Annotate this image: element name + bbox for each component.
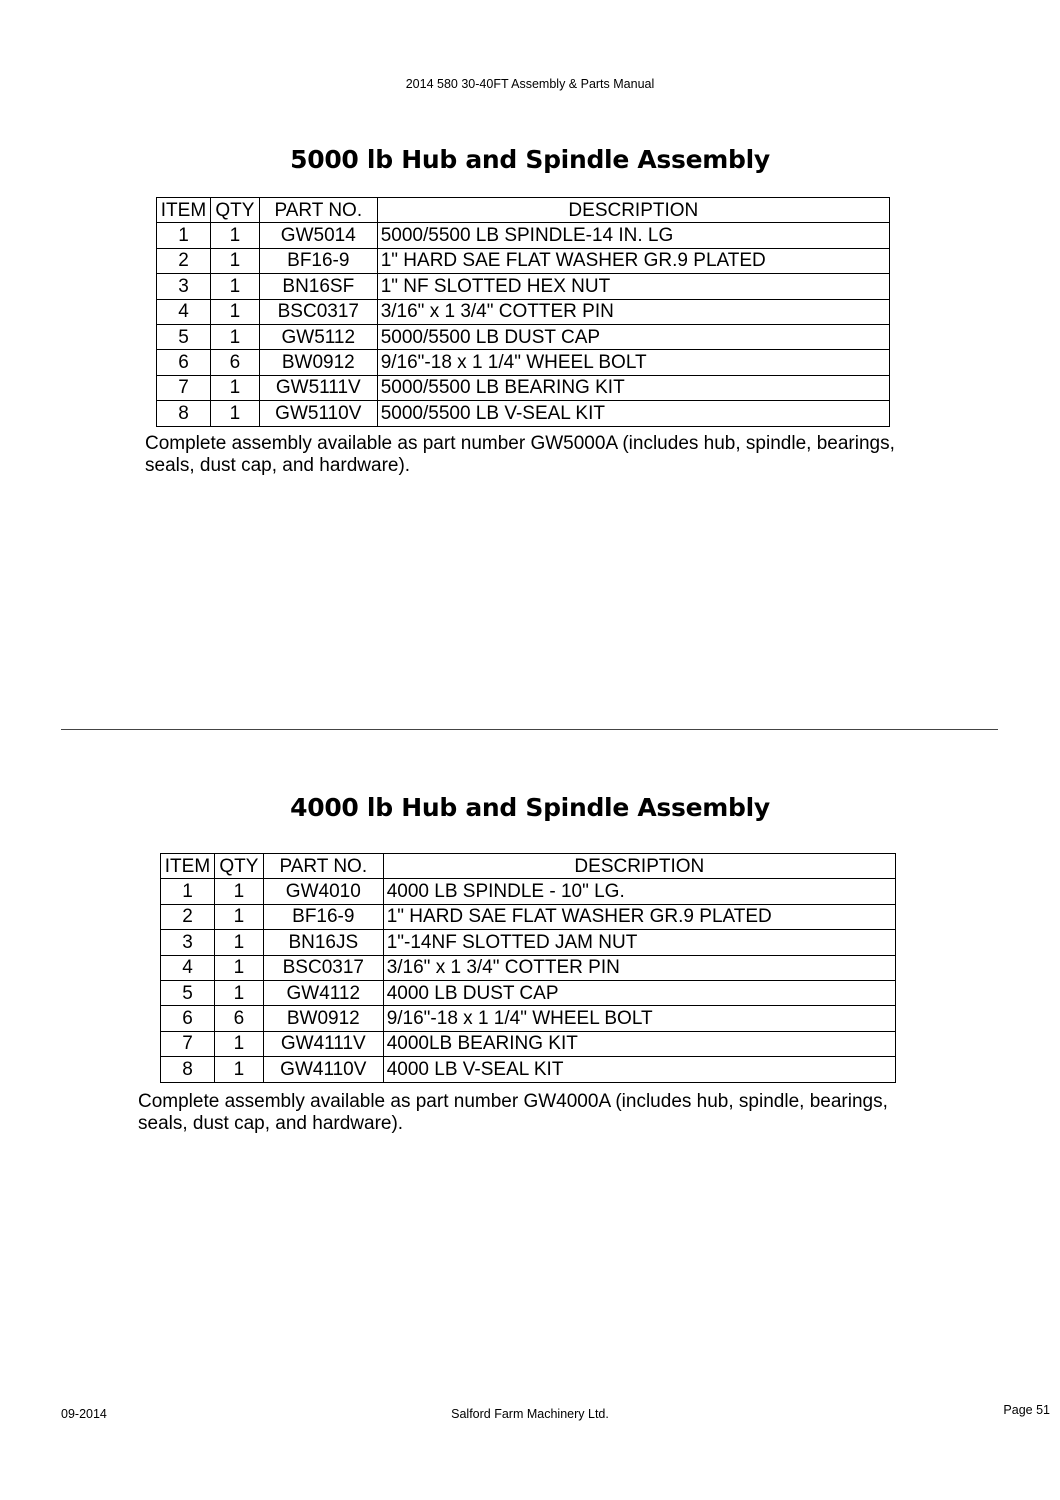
- description-cell: 5000/5500 LB DUST CAP: [377, 324, 889, 349]
- table-row: [161, 1057, 896, 1082]
- column-header-description: DESCRIPTION: [377, 198, 889, 223]
- description-cell: 4000 LB V-SEAL KIT: [383, 1057, 895, 1082]
- item-cell: 8: [157, 401, 211, 426]
- description-cell: 5000/5500 LB SPINDLE-14 IN. LG: [377, 223, 889, 248]
- column-header-part-no: PART NO.: [259, 198, 377, 223]
- description-cell: 9/16"-18 x 1 1/4" WHEEL BOLT: [383, 1006, 895, 1031]
- table-row: [157, 401, 890, 426]
- section-divider: [61, 729, 998, 730]
- part-no-cell: BSC0317: [263, 955, 383, 980]
- part-no-cell: BSC0317: [259, 299, 377, 324]
- part-no-cell: GW5110V: [259, 401, 377, 426]
- qty-cell: 1: [214, 879, 263, 904]
- section-title-5000: 5000 lb Hub and Spindle Assembly: [290, 145, 770, 174]
- table-header-row: [161, 854, 896, 879]
- footer-page-number: Page 51: [1003, 1403, 1050, 1417]
- part-no-cell: GW4010: [263, 879, 383, 904]
- note-line: Complete assembly available as part number GW5000A (includes hub, spindle, bearings,: [145, 433, 895, 454]
- part-no-cell: BF16-9: [263, 904, 383, 929]
- footer-date: 09-2014: [61, 1407, 107, 1421]
- column-header-part-no: PART NO.: [263, 854, 383, 879]
- item-cell: 3: [161, 930, 215, 955]
- table-row: [157, 274, 890, 299]
- assembly-note-5000: [145, 433, 895, 477]
- description-cell: 4000 LB DUST CAP: [383, 980, 895, 1005]
- part-no-cell: BW0912: [259, 350, 377, 375]
- item-cell: 6: [161, 1006, 215, 1031]
- footer-company: Salford Farm Machinery Ltd.: [451, 1407, 609, 1421]
- qty-cell: 1: [214, 904, 263, 929]
- qty-cell: 6: [210, 350, 259, 375]
- description-cell: 4000LB BEARING KIT: [383, 1031, 895, 1056]
- column-header-qty: QTY: [214, 854, 263, 879]
- table-header-row: [157, 198, 890, 223]
- note-line: seals, dust cap, and hardware).: [145, 455, 411, 476]
- part-no-cell: GW5111V: [259, 375, 377, 400]
- note-line: Complete assembly available as part number GW4000A (includes hub, spindle, bearings,: [138, 1091, 888, 1112]
- description-cell: 3/16" x 1 3/4" COTTER PIN: [377, 299, 889, 324]
- qty-cell: 1: [214, 1057, 263, 1082]
- part-no-cell: GW5014: [259, 223, 377, 248]
- table-row: [157, 299, 890, 324]
- item-cell: 8: [161, 1057, 215, 1082]
- qty-cell: 1: [210, 223, 259, 248]
- description-cell: 5000/5500 LB V-SEAL KIT: [377, 401, 889, 426]
- item-cell: 2: [157, 248, 211, 273]
- description-cell: 4000 LB SPINDLE - 10" LG.: [383, 879, 895, 904]
- qty-cell: 1: [214, 980, 263, 1005]
- table-row: [157, 375, 890, 400]
- qty-cell: 1: [210, 274, 259, 299]
- part-no-cell: BN16JS: [263, 930, 383, 955]
- table-row: [157, 248, 890, 273]
- note-line: seals, dust cap, and hardware).: [138, 1113, 404, 1134]
- description-cell: 5000/5500 LB BEARING KIT: [377, 375, 889, 400]
- column-header-item: ITEM: [157, 198, 211, 223]
- part-no-cell: GW4110V: [263, 1057, 383, 1082]
- part-no-cell: GW4112: [263, 980, 383, 1005]
- column-header-description: DESCRIPTION: [383, 854, 895, 879]
- item-cell: 7: [161, 1031, 215, 1056]
- qty-cell: 1: [210, 401, 259, 426]
- manual-title: 2014 580 30-40FT Assembly & Parts Manual: [405, 77, 655, 91]
- table-row: [157, 324, 890, 349]
- description-cell: 9/16"-18 x 1 1/4" WHEEL BOLT: [377, 350, 889, 375]
- qty-cell: 1: [210, 324, 259, 349]
- qty-cell: 1: [210, 375, 259, 400]
- item-cell: 3: [157, 274, 211, 299]
- table-row: [161, 1031, 896, 1056]
- item-cell: 5: [157, 324, 211, 349]
- description-cell: 1" HARD SAE FLAT WASHER GR.9 PLATED: [383, 904, 895, 929]
- description-cell: 1" NF SLOTTED HEX NUT: [377, 274, 889, 299]
- part-no-cell: GW4111V: [263, 1031, 383, 1056]
- part-no-cell: BN16SF: [259, 274, 377, 299]
- item-cell: 7: [157, 375, 211, 400]
- qty-cell: 1: [210, 299, 259, 324]
- description-cell: 3/16" x 1 3/4" COTTER PIN: [383, 955, 895, 980]
- item-cell: 2: [161, 904, 215, 929]
- parts-table-5000: [156, 197, 890, 427]
- table-row: [161, 980, 896, 1005]
- table-row: [157, 223, 890, 248]
- part-no-cell: GW5112: [259, 324, 377, 349]
- item-cell: 4: [161, 955, 215, 980]
- part-no-cell: BF16-9: [259, 248, 377, 273]
- table-row: [161, 1006, 896, 1031]
- table-row: [161, 879, 896, 904]
- table-row: [161, 930, 896, 955]
- item-cell: 5: [161, 980, 215, 1005]
- qty-cell: 1: [214, 955, 263, 980]
- table-row: [161, 955, 896, 980]
- section-title-4000: 4000 lb Hub and Spindle Assembly: [290, 793, 770, 822]
- qty-cell: 1: [214, 930, 263, 955]
- column-header-item: ITEM: [161, 854, 215, 879]
- parts-table-4000: [160, 853, 896, 1083]
- assembly-note-4000: [138, 1091, 888, 1135]
- qty-cell: 6: [214, 1006, 263, 1031]
- part-no-cell: BW0912: [263, 1006, 383, 1031]
- item-cell: 1: [161, 879, 215, 904]
- table-row: [161, 904, 896, 929]
- item-cell: 6: [157, 350, 211, 375]
- table-row: [157, 350, 890, 375]
- description-cell: 1"-14NF SLOTTED JAM NUT: [383, 930, 895, 955]
- item-cell: 1: [157, 223, 211, 248]
- qty-cell: 1: [210, 248, 259, 273]
- item-cell: 4: [157, 299, 211, 324]
- column-header-qty: QTY: [210, 198, 259, 223]
- description-cell: 1" HARD SAE FLAT WASHER GR.9 PLATED: [377, 248, 889, 273]
- qty-cell: 1: [214, 1031, 263, 1056]
